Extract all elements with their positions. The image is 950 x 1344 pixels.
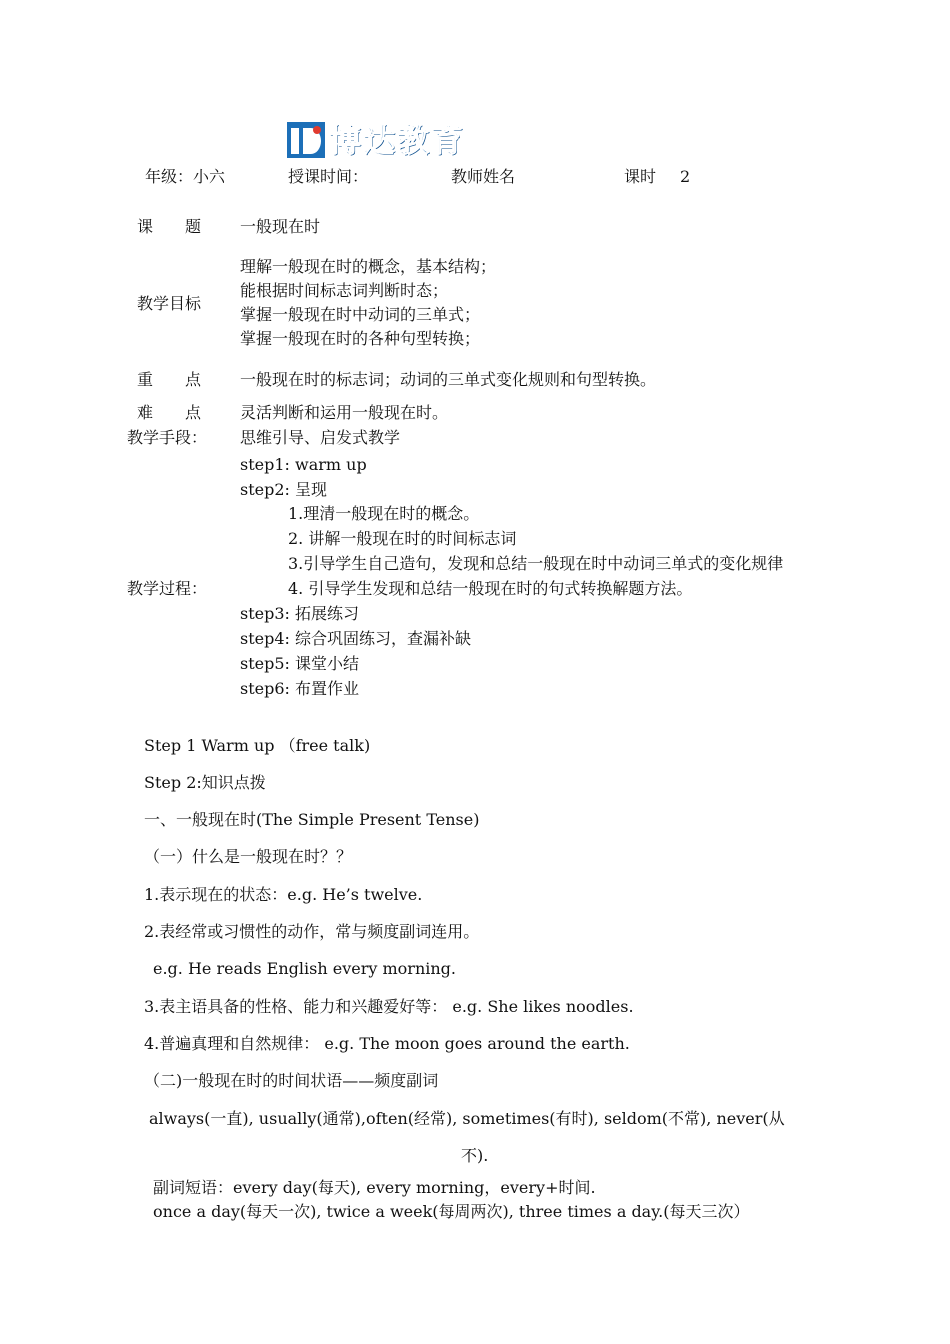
topic-label: 课 题	[137, 217, 202, 236]
grade-label: 年级：小六	[145, 167, 226, 186]
process-step: step2: 呈现	[240, 480, 328, 499]
teacher-label: 教师姓名	[451, 167, 516, 186]
body-line: 4.普遍真理和自然规律： e.g. The moon goes around the earth.	[144, 1034, 630, 1053]
body-line: always(一直), usually(通常),often(经常), sometimes(有时), seldom(不常), never(从	[149, 1109, 785, 1128]
method-label: 教学手段：	[127, 428, 208, 447]
difficulty-label: 难 点	[137, 403, 202, 422]
example-line: e.g. He reads English every morning.	[153, 959, 456, 978]
process-step: step4: 综合巩固练习，查漏补缺	[240, 629, 472, 648]
body-line: 不).	[461, 1146, 489, 1165]
body-line: 3.表主语具备的性格、能力和兴趣爱好等： e.g. She likes noodles.	[144, 997, 634, 1016]
process-substep: 1.理清一般现在时的概念。	[288, 504, 480, 523]
goal-item: 掌握一般现在时的各种句型转换；	[240, 329, 481, 348]
method-value: 思维引导、启发式教学	[240, 428, 401, 447]
period-label: 课时	[624, 167, 657, 186]
focus-value: 一般现在时的标志词；动词的三单式变化规则和句型转换。	[240, 370, 657, 389]
time-label: 授课时间：	[288, 167, 369, 186]
process-substep: 3.引导学生自己造句，发现和总结一般现在时中动词三单式的变化规律	[288, 554, 784, 573]
logo-mark-icon	[287, 122, 325, 158]
body-line: Step 1 Warm up （free talk)	[144, 736, 371, 755]
topic-value: 一般现在时	[240, 217, 321, 236]
body-line: 副词短语：every day(每天), every morning，every+时间.	[153, 1178, 596, 1197]
logo	[287, 120, 493, 160]
goal-item: 理解一般现在时的概念，基本结构；	[240, 257, 497, 276]
body-line: 2.表经常或习惯性的动作，常与频度副词连用。	[144, 922, 480, 941]
period-value: 2	[680, 167, 691, 186]
body-line: 1.表示现在的状态：e.g. He’s twelve.	[144, 885, 423, 904]
process-substep: 2. 讲解一般现在时的时间标志词	[288, 529, 517, 548]
process-step: step1: warm up	[240, 455, 367, 474]
goal-item: 掌握一般现在时中动词的三单式；	[240, 305, 481, 324]
difficulty-value: 灵活判断和运用一般现在时。	[240, 403, 449, 422]
process-substep: 4. 引导学生发现和总结一般现在时的句式转换解题方法。	[288, 579, 693, 598]
process-step: step5: 课堂小结	[240, 654, 360, 673]
subsection-heading: （二)一般现在时的时间状语——频度副词	[144, 1071, 439, 1090]
focus-label: 重 点	[137, 370, 202, 389]
body-line: Step 2:知识点拨	[144, 773, 266, 792]
process-label: 教学过程：	[127, 579, 208, 598]
logo-text: 博达教育	[329, 121, 466, 159]
body-line: once a day(每天一次), twice a week(每周两次), three times a day.(每天三次）	[153, 1202, 750, 1221]
goals-label: 教学目标	[137, 294, 202, 313]
section-heading: 一、一般现在时(The Simple Present Tense)	[144, 810, 480, 829]
subsection-heading: （一）什么是一般现在时？？	[144, 847, 353, 866]
goal-item: 能根据时间标志词判断时态；	[240, 281, 449, 300]
process-step: step6: 布置作业	[240, 679, 360, 698]
process-step: step3: 拓展练习	[240, 604, 360, 623]
